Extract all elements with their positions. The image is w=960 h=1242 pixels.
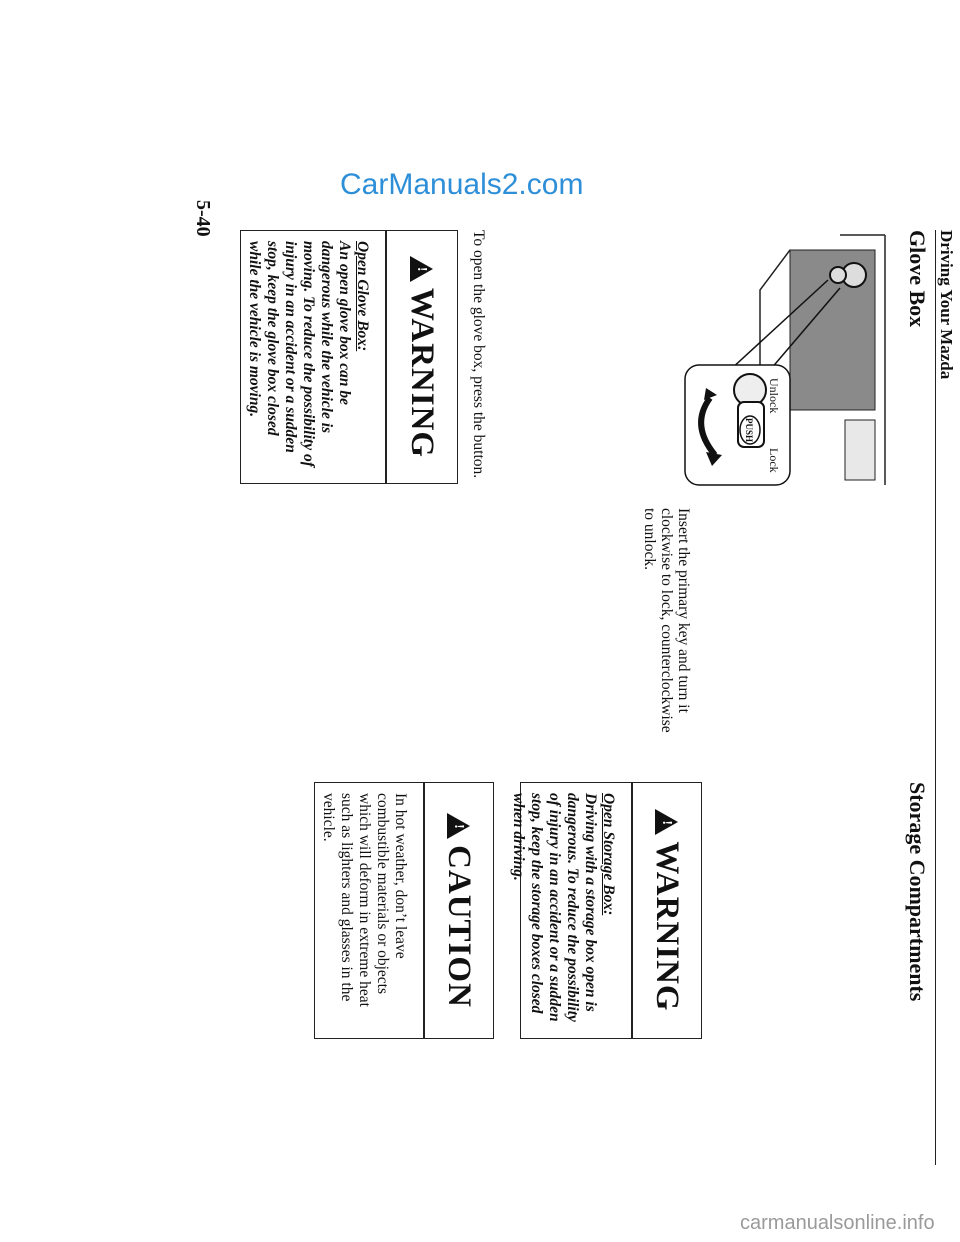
storage-warning: [510, 782, 702, 1039]
page-number: 5-40: [192, 200, 214, 237]
warning-triangle-icon: !: [411, 256, 434, 282]
warning-triangle-icon: !: [656, 809, 679, 835]
storage-warning-divider: [632, 783, 634, 1038]
storage-warning-label: WARNING: [649, 841, 686, 1012]
caution-divider: [424, 783, 426, 1038]
warning-text: An open glove box can be dangerous while the vehicle is moving. To reduce the possibility of injury in an accident or a sudden stop, keep the glove box closed while the vehicle is moving.: [246, 241, 354, 467]
caution-heading: [425, 783, 493, 1038]
watermark-top: CarManuals2.com: [340, 168, 584, 201]
figure-label-push: PUSH: [744, 418, 754, 443]
warning-heading: [387, 231, 457, 483]
figure-label-unlock: Unlock: [767, 378, 781, 414]
warning-label: WARNING: [404, 287, 441, 459]
caution-triangle-icon: !: [448, 813, 471, 839]
caution-label: CAUTION: [441, 845, 478, 1008]
header-rule: [935, 230, 936, 1165]
caution-text: In hot weather, don’t leave combustible materials or objects which will deform in extreme heat such as lighters and glasses in the vehicle.: [320, 793, 410, 1007]
glove-box-illustration: [680, 230, 890, 492]
storage-warning-subtitle: Open Storage Box:: [600, 793, 618, 916]
glove-box-open-instruction: To open the glove box, press the button.: [470, 230, 487, 479]
storage-caution: [314, 782, 494, 1039]
watermark-bottom: carmanualsonline.info: [740, 1212, 935, 1234]
glove-box-warning: [240, 230, 458, 484]
warning-divider: [386, 231, 388, 483]
storage-compartments-title: Storage Compartments: [905, 782, 930, 1002]
figure-label-lock: Lock: [767, 448, 781, 473]
running-header: Driving Your Mazda: [937, 230, 956, 380]
warning-subtitle: Open Glove Box:: [354, 241, 372, 352]
glove-box-title: Glove Box: [905, 230, 930, 328]
glove-box-figure: [680, 230, 890, 492]
storage-warning-text: Driving with a storage box open is dangerous. To reduce the possibility of injury in an accident or a sudden stop, keep the storage boxes closed when driving.: [510, 793, 600, 1022]
glove-box-instruction: Insert the primary key and turn it clockwise to lock, counterclockwise to unlock.: [641, 508, 692, 733]
storage-warning-heading: [633, 783, 701, 1038]
